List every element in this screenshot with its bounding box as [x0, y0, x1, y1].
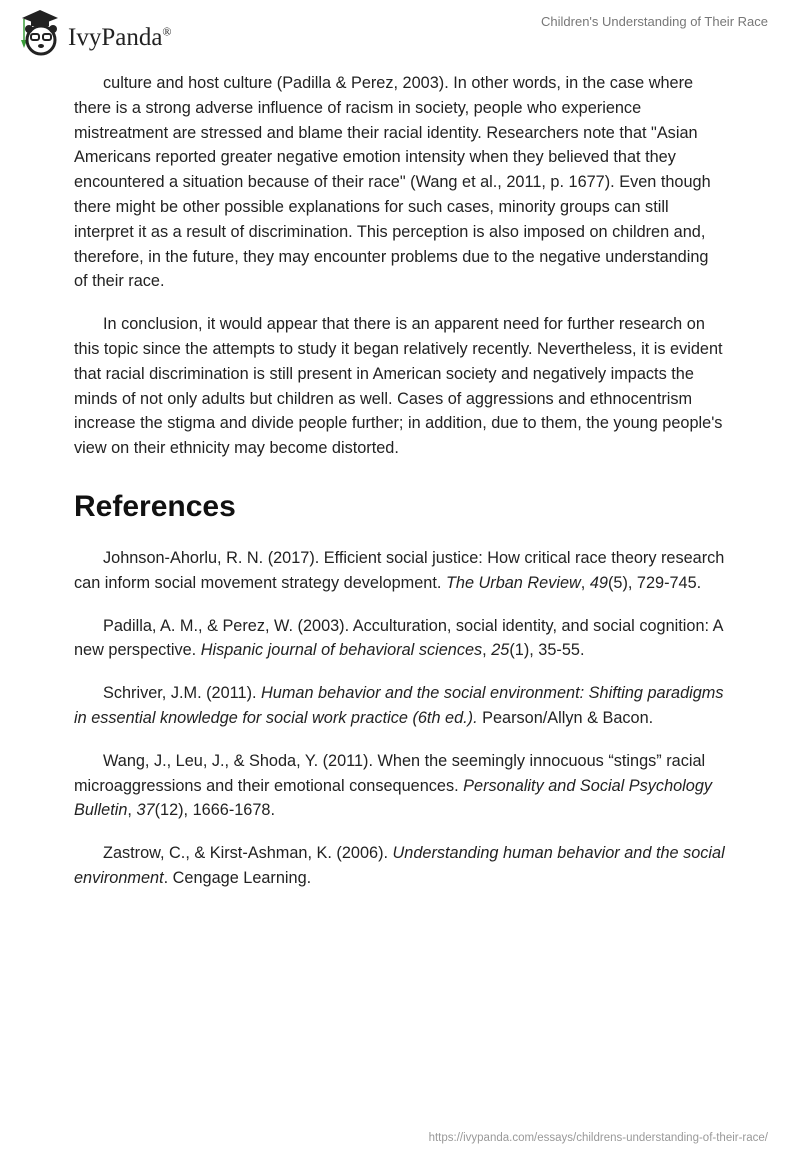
- reference-text: Padilla, A. M., & Perez, W. (2003). Acculturation, social identity, and social cognition: A new perspective.: [74, 616, 723, 660]
- ivypanda-logo[interactable]: [18, 8, 172, 61]
- reference-text: ,: [127, 801, 137, 820]
- reference-text: (12), 1666-1678.: [154, 801, 275, 820]
- reference-italic-text: Personality and Social Psychology Bulletin: [74, 776, 713, 820]
- reference-text: (1), 35-55.: [509, 641, 585, 660]
- reference-text: Zastrow, C., & Kirst-Ashman, K. (2006).: [103, 844, 393, 863]
- reference-italic-text: 37: [136, 801, 155, 820]
- reference-text: Schriver, J.M. (2011).: [103, 684, 262, 703]
- reference-text: . Cengage Learning.: [163, 868, 312, 887]
- reference-text: Pearson/Allyn & Bacon.: [477, 708, 654, 727]
- reference-entry: [74, 614, 726, 664]
- body-paragraph: In conclusion, it would appear that there is an apparent need for further research on this topic since the attempts to study it began relatively recently. Nevertheless, it is evident that racial discrimination is still present in American society and negatively impacts the minds of not only adults but children as well. Cases of aggressions and ethnocentrism increase the stigma and divide people further; in addition, due to them, the young people's view on their ethnicity may become distorted.: [74, 315, 723, 458]
- reference-entry: [74, 546, 726, 596]
- logo-name: IvyPanda: [68, 23, 163, 51]
- essay-content: [74, 71, 726, 909]
- references-heading: References: [74, 489, 236, 523]
- reference-italic-text: Hispanic journal of behavioral sciences: [200, 641, 483, 660]
- body-paragraph: culture and host culture (Padilla & Perez, 2003). In other words, in the case where there is a strong adverse influence of racism in society, people who experience mistreatment are stressed and blame their racial identity. Researchers note that "Asian Americans reported greater negative emotion intensity when they believed that they encountered a situation because of their race" (Wang et al., 2011, p. 1677). Even though there might be other possible explanations for such cases, minority groups can still interpret it as a result of discrimination. This perception is also imposed on children and, therefore, in the future, they may encounter problems due to the negative understanding of their race.: [74, 74, 711, 291]
- reference-italic-text: 49: [589, 573, 608, 592]
- references-list: [74, 546, 726, 891]
- reference-italic-text: 25: [491, 641, 510, 660]
- reference-text: Johnson-Ahorlu, R. N. (2017). Efficient social justice: How critical race theory research can inform social movement strategy development.: [74, 548, 725, 592]
- page-header: [0, 0, 800, 60]
- reference-italic-text: Human behavior and the social environment: Shifting paradigms in essential knowledge for social work practice (6th ed.).: [74, 684, 724, 727]
- reference-italic-text: The Urban Review: [445, 573, 581, 592]
- reference-text: ,: [482, 641, 492, 660]
- logo-text: [68, 24, 172, 52]
- reference-text: Wang, J., Leu, J., & Shoda, Y. (2011). When the seemingly innocuous “stings” racial microaggressions and their emotional consequences.: [74, 751, 706, 795]
- reference-entry: [74, 749, 726, 823]
- reference-text: ,: [580, 573, 590, 592]
- reference-italic-text: Understanding human behavior and the social environment: [74, 844, 725, 887]
- reference-entry: [74, 841, 726, 891]
- registered-mark: ®: [162, 24, 172, 39]
- page-url: https://ivypanda.com/essays/childrens-understanding-of-their-race/: [428, 1132, 768, 1144]
- document-title: Children's Understanding of Their Race: [541, 14, 768, 29]
- panda-logo-icon: [18, 8, 62, 61]
- reference-text: (5), 729-745.: [607, 573, 702, 592]
- reference-entry: [74, 681, 726, 731]
